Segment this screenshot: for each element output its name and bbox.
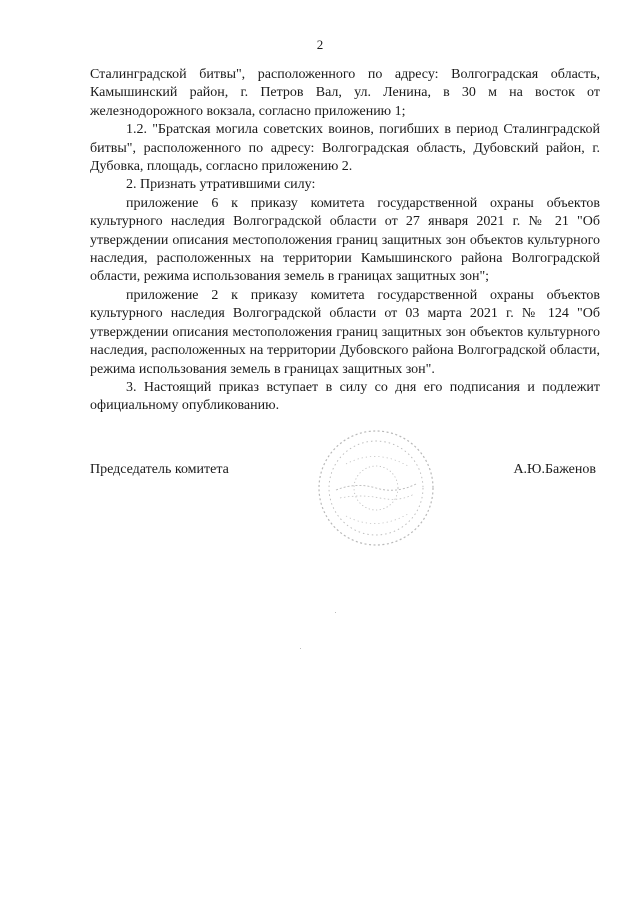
scan-speck (335, 612, 336, 613)
paragraph-2: 2. Признать утратившими силу: (126, 177, 316, 193)
paragraph-1-2: 1.2. "Братская могила советских воинов, погибших в период Сталинградской битвы", расположенного по адресу: Волгоградская область, Дубовский район, г. Дубовка, площадь, согласно приложению 2. (90, 122, 600, 175)
paragraph-1-1-continuation: Сталинградской битвы", расположенного по адресу: Волгоградская область, Камышинский район, г. Петров Вал, ул. Ленина, в 30 м на восток от железнодорожного вокзала, согласно приложению 1; (90, 67, 600, 119)
page-number: 2 (316, 37, 324, 52)
scan-speck (300, 648, 301, 649)
round-seal-stamp-icon (316, 428, 436, 548)
paragraph-2-item-1: приложение 6 к приказу комитета государственной охраны объектов культурного наследия Волгоградской области от 27 января 2021 г. № 21 "Об утверждении описания местоположения границ защитных зон объектов культурного наследия, расположенных на территории Камышинского района Волгоградской области, режима использования земель в границах защитных зон"; (90, 195, 600, 285)
document-body (90, 66, 600, 416)
paragraph-3: 3. Настоящий приказ вступает в силу со дня его подписания и подлежит официальному опубликованию. (90, 379, 600, 414)
signatory-position: Председатель комитета (90, 462, 229, 477)
signatory-name: А.Ю.Баженов (513, 462, 596, 477)
paragraph-2-item-2: приложение 2 к приказу комитета государственной охраны объектов культурного наследия Волгоградской области от 03 марта 2021 г. № 124 "Об утверждении описания местоположения границ защитных зон объектов культурного наследия, расположенных на территории Дубовского района Волгоградской области, режима использования земель в границах защитных зон". (90, 287, 600, 377)
